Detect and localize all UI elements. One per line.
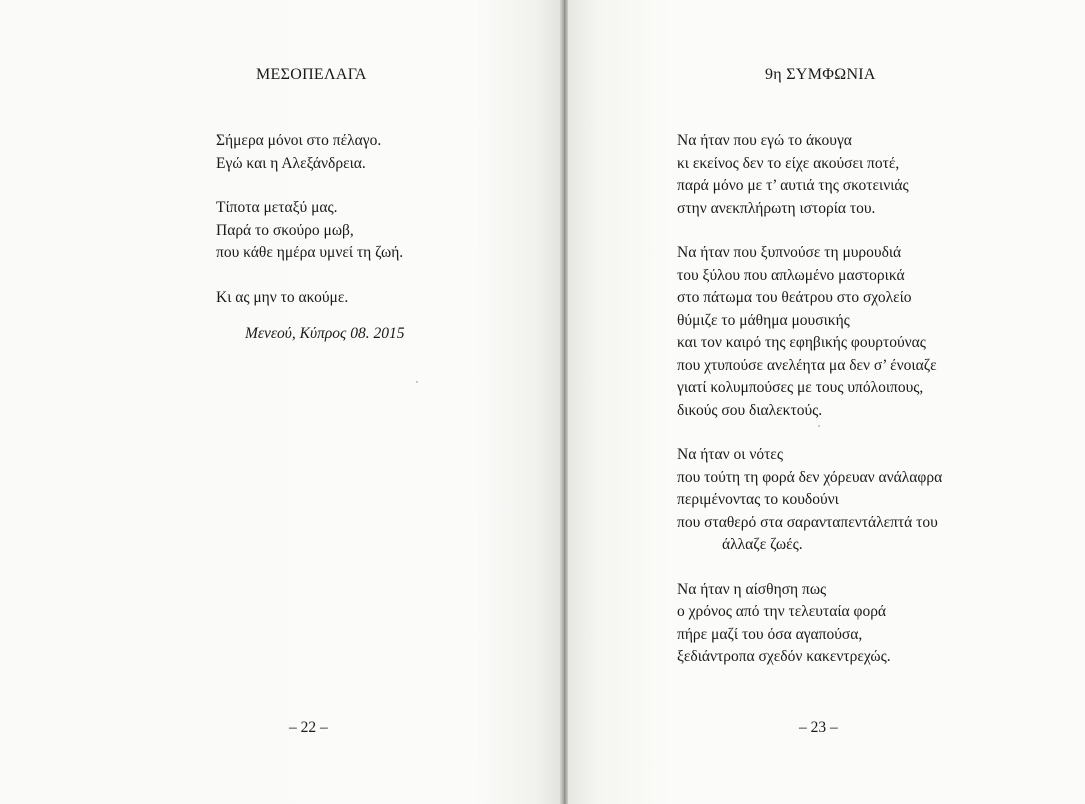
poem-line: που κάθε ημέρα υμνεί τη ζωή. bbox=[216, 244, 404, 261]
right-stanza-2 bbox=[677, 242, 942, 422]
poem-line: Να ήταν η αίσθηση πως bbox=[677, 580, 827, 598]
poem-line: γιατί κολυμπούσες με τους υπόλοιπους, bbox=[677, 379, 924, 396]
poem-line: Κι ας μην το ακούμε. bbox=[216, 288, 349, 306]
poem-line: Τίποτα μεταξύ μας. bbox=[216, 199, 338, 216]
poem-line: πήρε μαζί του όσα αγαπούσα, bbox=[677, 625, 863, 643]
poem-line: Εγώ και η Αλεξάνδρεια. bbox=[216, 154, 366, 172]
right-page-number: – 23 – bbox=[799, 719, 838, 736]
left-stanza-1 bbox=[216, 130, 403, 175]
poem-line: Να ήταν οι νότες bbox=[677, 446, 783, 463]
poem-line: που χτυπούσε ανελέητα μα δεν σ’ ένοιαζε bbox=[677, 356, 937, 374]
poem-line: Να ήταν που ξυπνούσε τη μυρουδιά bbox=[677, 244, 902, 261]
poem-line: Σήμερα μόνοι στο πέλαγο. bbox=[216, 132, 382, 149]
poem-line: ξεδιάντροπα σχεδόν κακεντρεχώς. bbox=[677, 648, 891, 665]
book-gutter bbox=[560, 0, 568, 804]
poem-line: θύμιζε το μάθημα μουσικής bbox=[677, 311, 850, 329]
poem-line: άλλαζε ζωές. bbox=[722, 536, 803, 553]
left-page-title: ΜΕΣΟΠΕΛΑΓΑ bbox=[256, 66, 367, 83]
poem-line: παρά μόνο με τ’ αυτιά της σκοτεινιάς bbox=[677, 177, 909, 194]
left-stanza-3 bbox=[216, 287, 403, 310]
poem-line: που σταθερό στα σαρανταπεντάλεπτά του bbox=[677, 513, 938, 531]
poem-line: στην ανεκπλήρωτη ιστορία του. bbox=[677, 199, 876, 217]
poem-line: στο πάτωμα του θεάτρου στο σχολείο bbox=[677, 289, 912, 306]
right-page-title: 9η ΣΥΜΦΩΝΙΑ bbox=[765, 66, 876, 83]
poem-line: του ξύλου που απλωμένο μαστορικά bbox=[677, 266, 905, 284]
poem-line: Να ήταν που εγώ το άκουγα bbox=[677, 132, 852, 149]
right-stanza-3 bbox=[677, 444, 942, 557]
poem-line: ο χρόνος από την τελευταία φορά bbox=[677, 603, 887, 620]
poem-line: κι εκείνος δεν το είχε ακούσει ποτέ, bbox=[677, 154, 900, 172]
right-poem bbox=[677, 130, 942, 691]
poem-line: που τούτη τη φορά δεν χόρευαν ανάλαφρα bbox=[677, 468, 943, 486]
left-poem bbox=[216, 130, 403, 331]
poem-line: περιμένοντας το κουδούνι bbox=[677, 491, 839, 508]
right-stanza-1 bbox=[677, 130, 942, 220]
left-stanza-2 bbox=[216, 197, 403, 265]
paper-speck bbox=[416, 381, 418, 383]
paper-speck bbox=[818, 425, 820, 427]
right-page bbox=[568, 0, 1085, 804]
poem-signature: Μενεού, Κύπρος 08. 2015 bbox=[245, 325, 405, 342]
poem-line: δικούς σου διαλεκτούς. bbox=[677, 401, 823, 419]
poem-line: Παρά το σκούρο μωβ, bbox=[216, 221, 354, 239]
poem-line: και τον καιρό της εφηβικής φουρτούνας bbox=[677, 334, 926, 351]
right-stanza-4 bbox=[677, 579, 942, 669]
left-page-number: – 22 – bbox=[289, 719, 328, 736]
